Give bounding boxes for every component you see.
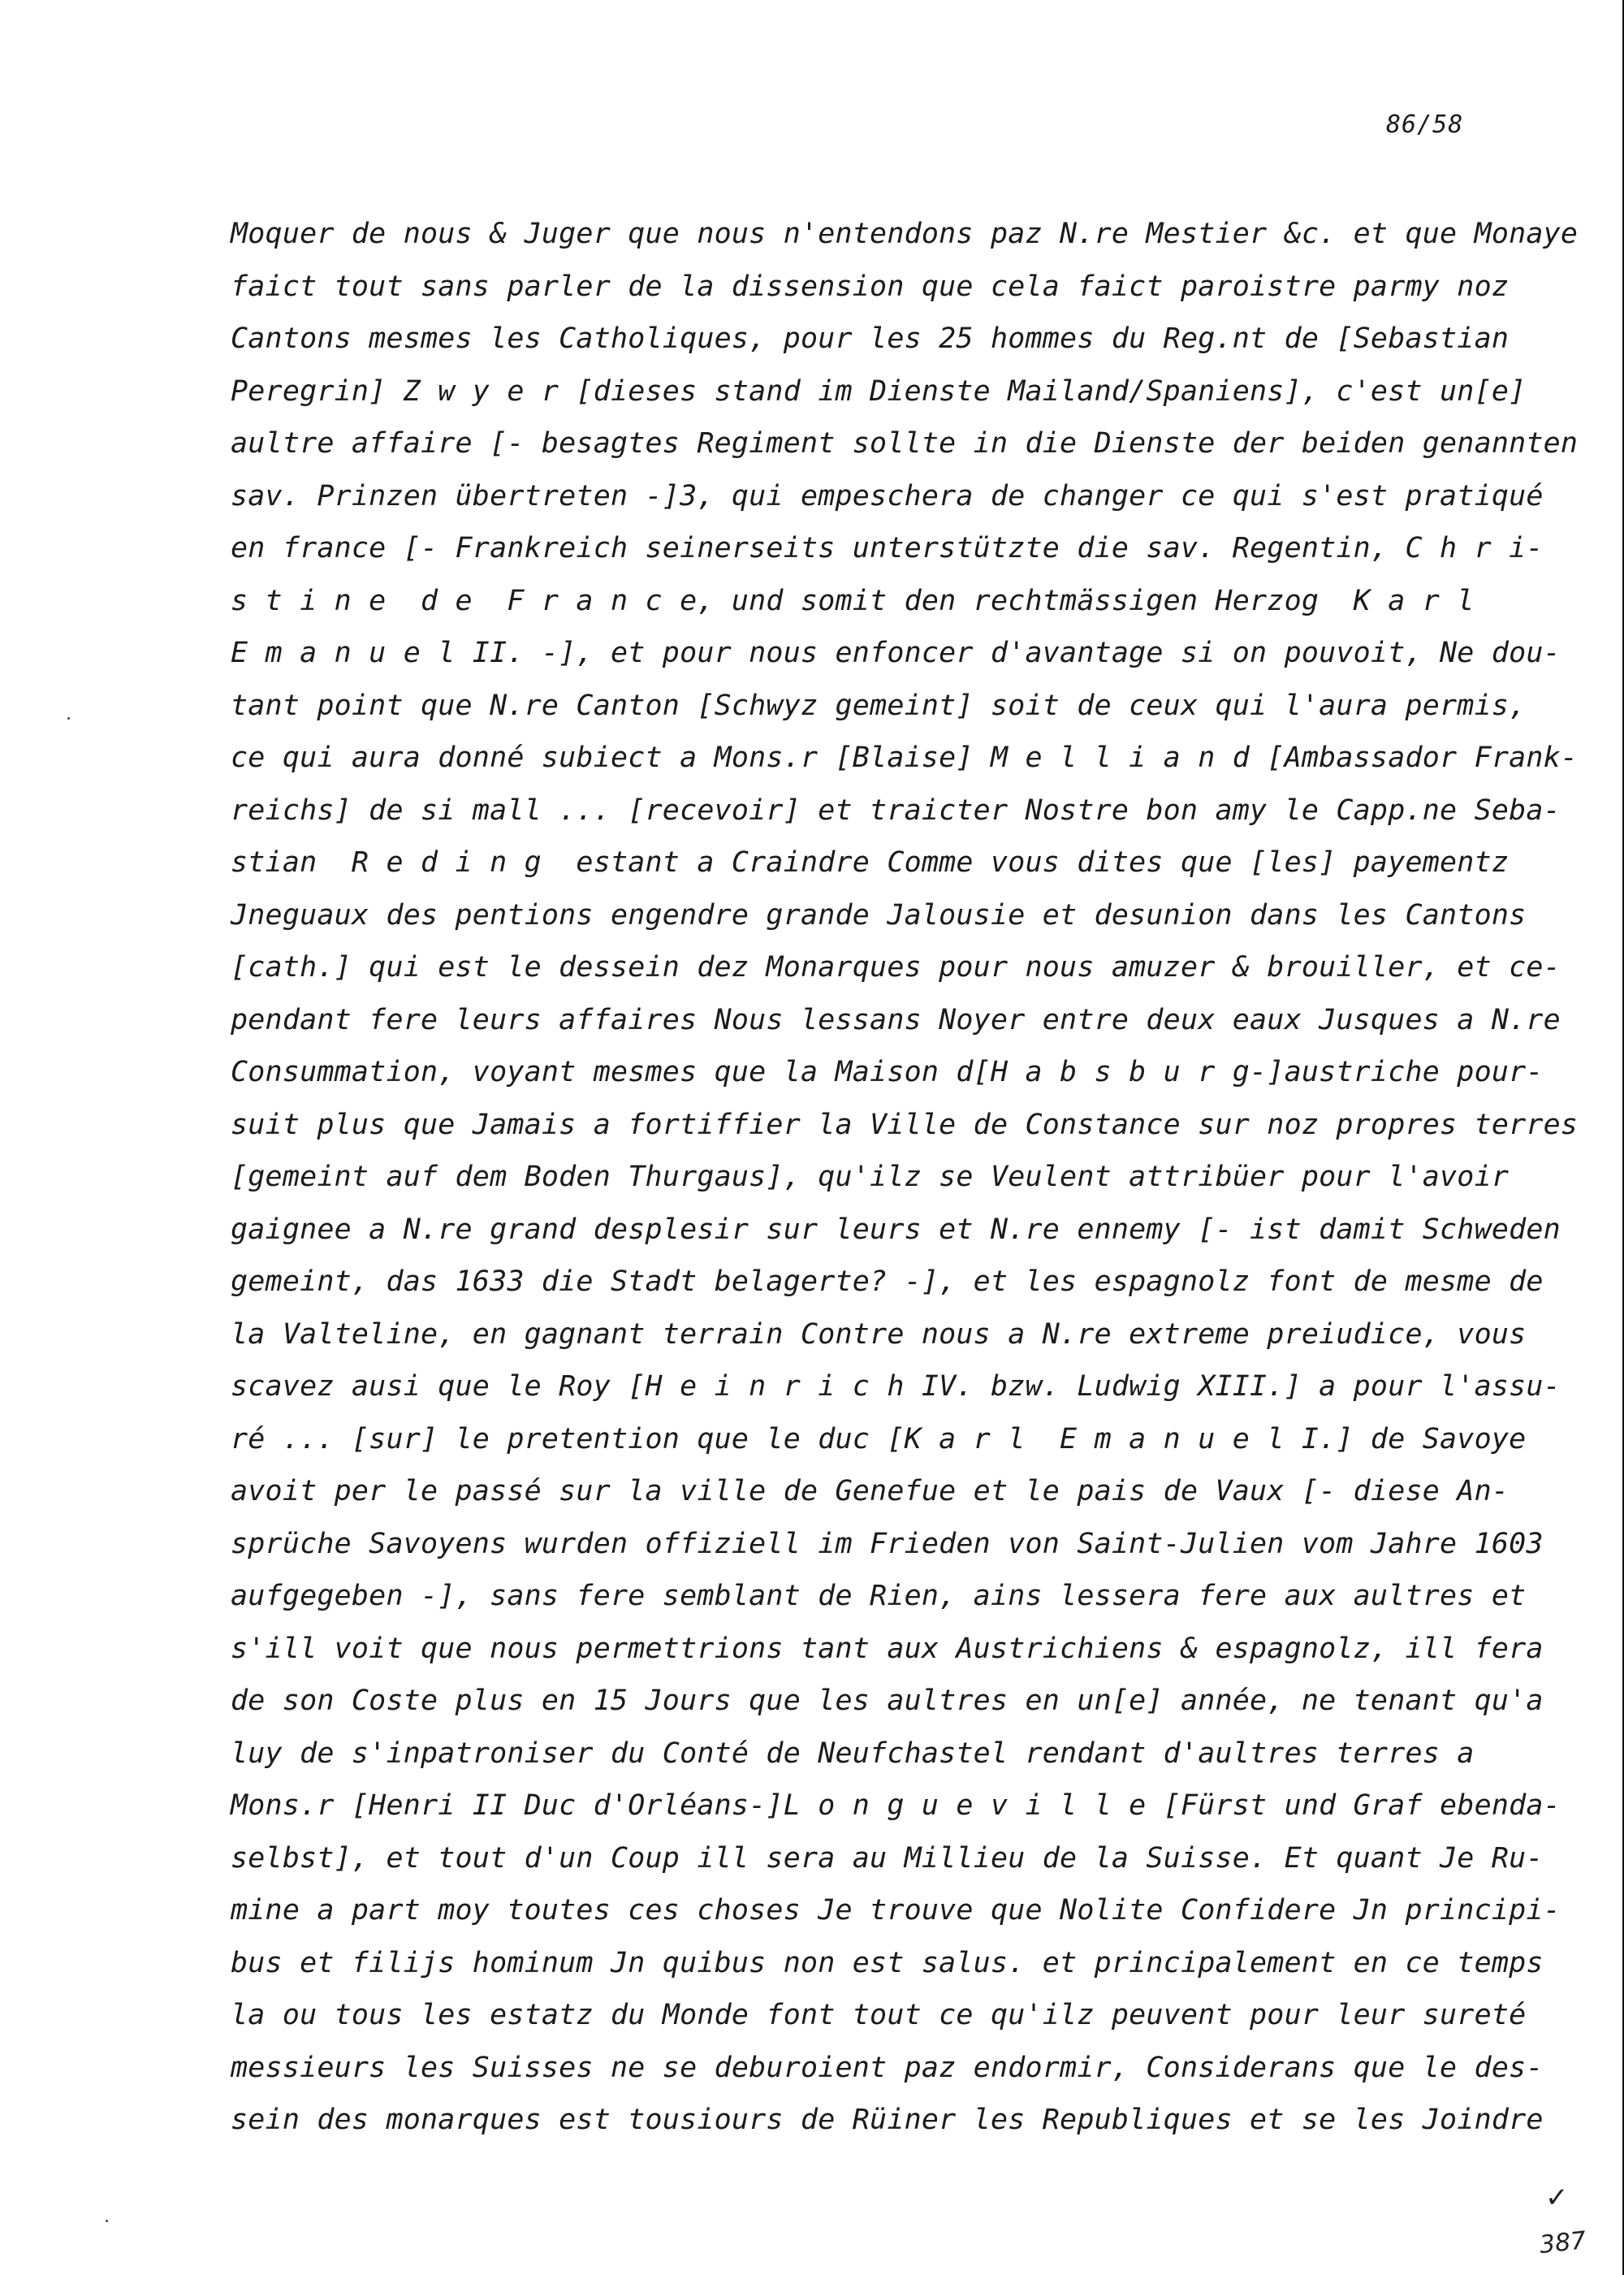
page-number: 86/58 [1386,110,1464,139]
text-line: bus et filijs hominum Jn quibus non est salus. et principalement en ce temps [231,1946,1544,1979]
text-line: [gemeint auf dem Boden Thurgaus], qu'ilz se Veulent attribüer pour l'avoir [231,1161,1510,1193]
margin-check-mark: ✓ [1545,2182,1569,2214]
text-line: gaignee a N.re grand desplesir sur leurs et N.re ennemy [- ist damit Schweden [231,1213,1561,1246]
text-line: la ou tous les estatz du Monde font tout ce qu'ilz peuvent pour leur sureté [231,1999,1527,2031]
text-line: tant point que N.re Canton [Schwyz gemeint] soit de ceux qui l'aura permis, [231,689,1527,722]
margin-dot [106,2220,108,2222]
text-line: ce qui aura donné subiect a Mons.r [Blaise] M e l l i a n d [Ambassador Frank- [231,742,1579,774]
text-line: sein des monarques est tousiours de Rüiner les Republiques et se les Joindre [231,2104,1544,2136]
body-text [231,208,1579,2147]
text-line: sprüche Savoyens wurden offiziell im Frieden von Saint-Julien vom Jahre 1603 [231,1527,1544,1560]
text-line: gemeint, das 1633 die Stadt belagerte? -], et les espagnolz font de mesme de [231,1265,1544,1298]
text-line: de son Coste plus en 15 Jours que les aultres en un[e] année, ne tenant qu'a [231,1685,1544,1717]
text-line: suit plus que Jamais a fortiffier la Ville de Constance sur noz propres terres [231,1108,1579,1141]
text-line: avoit per le passé sur la ville de Genefue et le pais de Vaux [- diese An- [231,1475,1510,1507]
text-line: messieurs les Suisses ne se deburoient paz endormir, Considerans que le des- [231,2051,1544,2084]
text-line: ré ... [sur] le pretention que le duc [K a r l E m a n u e l I.] de Savoye [231,1422,1527,1455]
text-line: Mons.r [Henri II Duc d'Orléans-]L o n g u e v i l l e [Fürst und Graf ebenda- [231,1789,1561,1822]
text-line: reichs] de si mall ... [recevoir] et traicter Nostre bon amy le Capp.ne Seba- [231,794,1561,827]
text-line: mine a part moy toutes ces choses Je trouve que Nolite Confidere Jn principi- [231,1894,1561,1927]
text-line: Peregrin] Z w y e r [dieses stand im Dienste Mailand/Spaniens], c'est un[e] [231,374,1527,408]
text-line: faict tout sans parler de la dissension que cela faict paroistre parmy noz [231,270,1510,303]
folio-handwritten-note: 387 [1538,2226,1587,2260]
text-line: pendant fere leurs affaires Nous lessans Noyer entre deux eaux Jusques a N.re [231,1003,1561,1036]
text-line: sav. Prinzen übertreten -]3, qui empeschera de changer ce qui s'est pratiqué [231,479,1544,513]
text-line: en france [- Frankreich seinerseits unterstützte die sav. Regentin, C h r i- [231,532,1544,564]
text-line: Jneguaux des pentions engendre grande Jalousie et desunion dans les Cantons [231,898,1527,932]
margin-dot [67,717,70,720]
text-line: la Valteline, en gagnant terrain Contre nous a N.re extreme preiudice, vous [231,1317,1527,1351]
text-line: scavez ausi que le Roy [H e i n r i c h IV. bzw. Ludwig XIII.] a pour l'assu- [231,1370,1561,1403]
text-line: E m a n u e l II. -], et pour nous enfoncer d'avantage si on pouvoit, Ne dou- [231,637,1561,669]
text-line: Moquer de nous & Juger que nous n'entendons paz N.re Mestier &c. et que Monaye [231,218,1579,250]
text-line: aultre affaire [- besagtes Regiment sollte in die Dienste der beiden genannten [231,427,1579,460]
text-line: Cantons mesmes les Catholiques, pour les 25 hommes du Reg.nt de [Sebastian [231,322,1510,355]
text-line: Consummation, voyant mesmes que la Maison d[H a b s b u r g-]austriche pour- [231,1056,1544,1088]
text-line: s'ill voit que nous permettrions tant aux Austrichiens & espagnolz, ill fera [231,1632,1544,1665]
text-line: stian R e d i n g estant a Craindre Comme vous dites que [les] payementz [231,846,1510,879]
text-line: s t i n e d e F r a n c e, und somit den rechtmässigen Herzog K a r l [231,584,1475,617]
text-line: luy de s'inpatroniser du Conté de Neufchastel rendant d'aultres terres a [231,1737,1475,1770]
text-line: selbst], et tout d'un Coup ill sera au Millieu de la Suisse. Et quant Je Ru- [231,1841,1544,1875]
text-line: aufgegeben -], sans fere semblant de Rien, ains lessera fere aux aultres et [231,1580,1527,1612]
text-line: [cath.] qui est le dessein dez Monarques pour nous amuzer & brouiller, et ce- [231,951,1561,984]
